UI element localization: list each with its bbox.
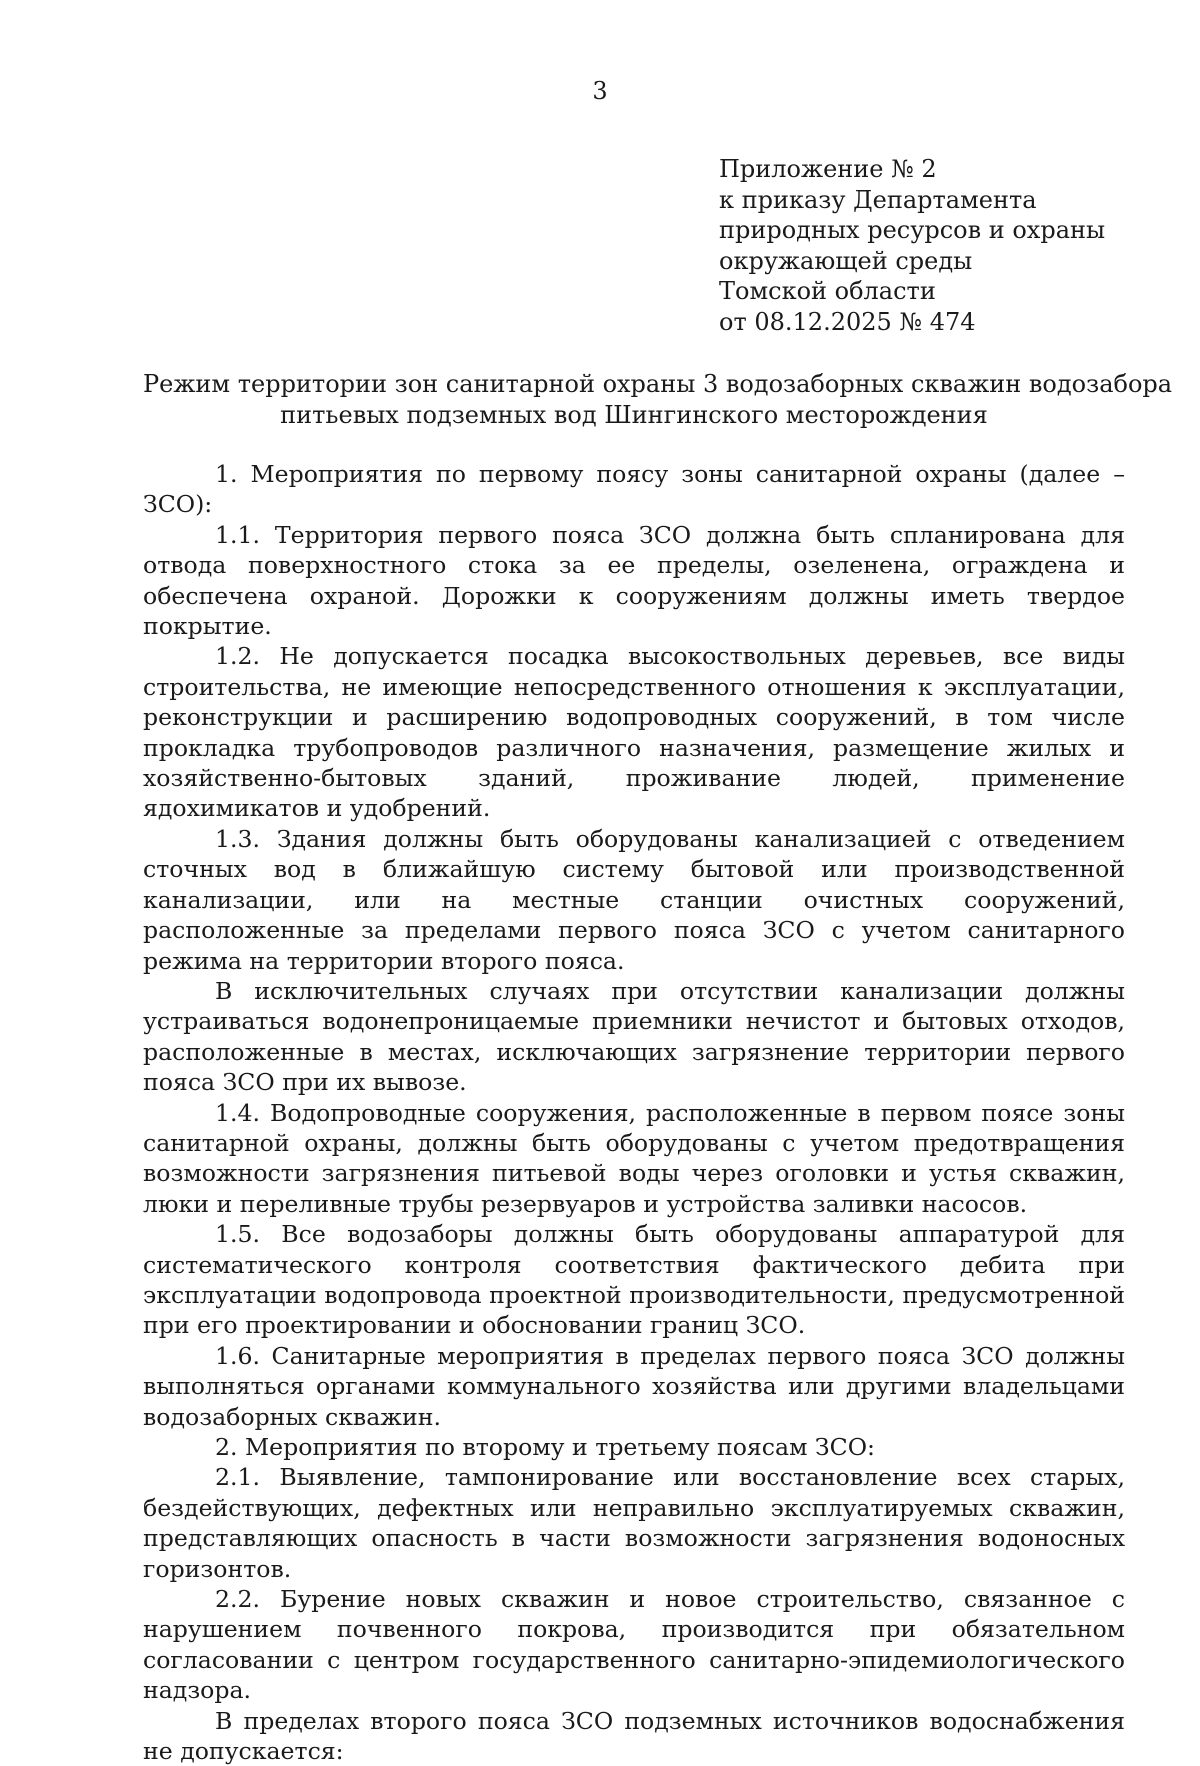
paragraph-2-2: 2.2. Бурение новых скважин и новое строительство, связанное с нарушением почвенного покрова, производится при обязательном согласовании с центром государственного санитарно-эпидемиологического надзора.: [143, 1585, 1125, 1705]
appendix-block: [719, 154, 1159, 337]
title-line: Режим территории зон санитарной охраны 3 водозаборных скважин водозабора: [143, 370, 1173, 398]
document-body: [143, 459, 1125, 1766]
appendix-line: к приказу Департамента: [719, 185, 1037, 214]
paragraph-2-restrictions: В пределах второго пояса ЗСО подземных источников водоснабжения не допускается:: [143, 1706, 1125, 1766]
paragraph-1-1: 1.1. Территория первого пояса ЗСО должна быть спланирована для отвода поверхностного стока за ее пределы, озеленена, ограждена и обеспечена охраной. Дорожки к сооружениям должны иметь твердое покрытие.: [143, 520, 1125, 641]
paragraph-1-3: 1.3. Здания должны быть оборудованы канализацией с отведением сточных вод в ближайшую систему бытовой или производственной канализации, или на местные станции очистных сооружений, расположенные за пределами первого пояса ЗСО с учетом санитарного режима на территории второго пояса.: [143, 824, 1125, 975]
paragraph-2-1: 2.1. Выявление, тампонирование или восстановление всех старых, бездействующих, дефектных или неправильно эксплуатируемых скважин, представляющих опасность в части возможности загрязнения водоносных горизонтов.: [143, 1463, 1125, 1583]
title-line: питьевых подземных вод Шингинского месторождения: [280, 400, 988, 429]
document-title: [143, 369, 1173, 430]
paragraph-1-4: 1.4. Водопроводные сооружения, расположенные в первом поясе зоны санитарной охраны, должны быть оборудованы с учетом предотвращения возможности загрязнения питьевой воды через оголовки и устья скважин, люки и переливные трубы резервуаров и устройства заливки насосов.: [143, 1098, 1125, 1218]
paragraph-1-2: 1.2. Не допускается посадка высокоствольных деревьев, все виды строительства, не имеющие непосредственного отношения к эксплуатации, реконструкции и расширению водопроводных сооружений, в том числе прокладка трубопроводов различного назначения, размещение жилых и хозяйственно-бытовых зданий, проживание людей, применение ядохимикатов и удобрений.: [143, 642, 1125, 823]
appendix-line: Приложение № 2: [719, 155, 937, 183]
page-number: 3: [592, 77, 608, 105]
paragraph-1-3-exception: В исключительных случаях при отсутствии канализации должны устраиваться водонепроницаемые приемники нечистот и бытовых отходов, расположенные в местах, исключающих загрязнение территории первого пояса ЗСО при их вывозе.: [143, 976, 1125, 1097]
paragraph-1-6: 1.6. Санитарные мероприятия в пределах первого пояса ЗСО должны выполняться органами коммунального хозяйства или другими владельцами водозаборных скважин.: [143, 1341, 1125, 1431]
appendix-line: Томской области: [719, 277, 936, 305]
paragraph-1-5: 1.5. Все водозаборы должны быть оборудованы аппаратурой для систематического контроля соответствия фактического дебита при эксплуатации водопровода проектной производительности, предусмотренной при его проектировании и обосновании границ ЗСО.: [143, 1220, 1125, 1340]
appendix-line: окружающей среды: [719, 246, 973, 275]
appendix-line: природных ресурсов и охраны: [719, 216, 1106, 244]
paragraph-2: 2. Мероприятия по второму и третьему поясам ЗСО:: [215, 1433, 875, 1461]
appendix-line: от 08.12.2025 № 474: [719, 307, 976, 336]
paragraph-1: 1. Мероприятия по первому поясу зоны санитарной охраны (далее – ЗСО):: [143, 460, 1125, 519]
